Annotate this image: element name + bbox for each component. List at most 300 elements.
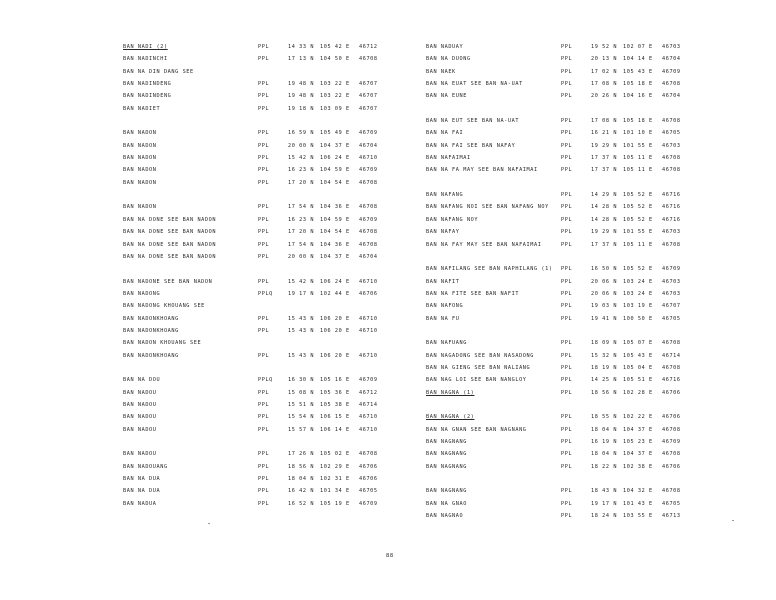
entry-name: BAN NA DONE SEE BAN NADON: [123, 229, 217, 236]
entry-type: PPL: [258, 229, 270, 236]
entry-latitude: 14 28 N: [591, 216, 618, 223]
entry-longitude: 104 54 E: [320, 179, 350, 186]
entry-sheet: 46704: [662, 56, 681, 63]
entry-type: PPL: [561, 290, 573, 297]
entry-longitude: 102 22 E: [623, 414, 653, 421]
entry-type: PPL: [561, 278, 573, 285]
entry-name: BAN NADON: [123, 179, 157, 186]
entry-latitude: 19 41 N: [591, 315, 618, 322]
entry-latitude: 20 00 N: [288, 142, 315, 149]
entry-name: BAN NAFUANG: [426, 340, 467, 347]
entry-sheet: 46708: [359, 229, 378, 236]
entry-name: BAN NADONE SEE BAN NADON: [123, 278, 213, 285]
entry-name: BAN NA FU: [426, 315, 460, 322]
entry-longitude: 105 43 E: [623, 352, 653, 359]
entry-type: PPL: [258, 315, 270, 322]
entry-latitude: 19 03 N: [591, 303, 618, 310]
entry-type: PPL: [561, 377, 573, 384]
entry-latitude: 17 20 N: [288, 179, 315, 186]
entry-name: BAN NADONKHOANG: [123, 315, 179, 322]
entry-name: BAN NAFAY: [426, 229, 460, 236]
entry-latitude: 15 57 N: [288, 426, 315, 433]
entry-sheet: 46708: [662, 364, 681, 371]
entry-latitude: 18 55 N: [591, 414, 618, 421]
entry-longitude: 105 18 E: [623, 118, 653, 125]
entry-name: BAN NAFANG NOI SEE BAN NAFANG NOY: [426, 204, 549, 211]
entry-longitude: 102 31 E: [320, 476, 350, 483]
entry-latitude: 19 48 N: [288, 93, 315, 100]
entry-sheet: 46703: [662, 229, 681, 236]
entry-name: BAN NA DOU: [123, 377, 161, 384]
entry-longitude: 102 38 E: [623, 463, 653, 470]
entry-sheet: 46708: [359, 451, 378, 458]
entry-longitude: 103 22 E: [320, 81, 350, 88]
entry-latitude: 17 54 N: [288, 241, 315, 248]
entry-name: BAN NA FAI: [426, 130, 464, 137]
entry-longitude: 104 14 E: [623, 56, 653, 63]
entry-sheet: 46706: [359, 476, 378, 483]
entry-sheet: 46712: [359, 389, 378, 396]
entry-longitude: 104 50 E: [320, 56, 350, 63]
entry-latitude: 20 06 N: [591, 278, 618, 285]
entry-type: PPL: [561, 315, 573, 322]
page-number: 88: [386, 553, 394, 559]
entry-latitude: 16 23 N: [288, 167, 315, 174]
entry-longitude: 105 04 E: [623, 364, 653, 371]
entry-name: BAN NADOU: [123, 389, 157, 396]
entry-sheet: 46705: [662, 130, 681, 137]
entry-type: PPL: [561, 513, 573, 520]
entry-type: PPL: [561, 389, 573, 396]
entry-latitude: 17 02 N: [591, 68, 618, 75]
entry-type: PPL: [561, 340, 573, 347]
entry-sheet: 46706: [359, 290, 378, 297]
entry-type: PPL: [258, 253, 270, 260]
entry-type: PPL: [258, 105, 270, 112]
entry-latitude: 17 37 N: [591, 167, 618, 174]
entry-name: BAN NADOUANG: [123, 463, 168, 470]
entry-type: PPL: [561, 241, 573, 248]
entry-name: BAN NA EUAT SEE BAN NA-UAT: [426, 81, 523, 88]
entry-sheet: 46708: [359, 179, 378, 186]
entry-longitude: 106 24 E: [320, 155, 350, 162]
entry-sheet: 46705: [662, 500, 681, 507]
entry-longitude: 103 24 E: [623, 278, 653, 285]
entry-longitude: 105 52 E: [623, 204, 653, 211]
entry-latitude: 16 42 N: [288, 488, 315, 495]
entry-latitude: 19 52 N: [591, 44, 618, 50]
entry-name: BAN NA FITE SEE BAN NAFIT: [426, 290, 520, 297]
entry-name: BAN NA FAY MAY SEE BAN NAFAIMAI: [426, 241, 542, 248]
entry-longitude: 103 09 E: [320, 105, 350, 112]
entry-sheet: 46708: [662, 155, 681, 162]
entry-type: PPL: [561, 303, 573, 310]
entry-name: BAN NA EUNE: [426, 93, 467, 100]
entry-type: PPL: [258, 56, 270, 63]
entry-longitude: 104 36 E: [320, 204, 350, 211]
entry-type: PPL: [561, 155, 573, 162]
entry-sheet: 46707: [359, 93, 378, 100]
entry-type: PPL: [258, 352, 270, 359]
entry-longitude: 103 19 E: [623, 303, 653, 310]
entry-longitude: 105 11 E: [623, 167, 653, 174]
entry-name: BAN NA DONE SEE BAN NADON: [123, 253, 217, 260]
entry-sheet: 46716: [662, 216, 681, 223]
entry-latitude: 19 29 N: [591, 229, 618, 236]
entry-longitude: 106 20 E: [320, 315, 350, 322]
entry-type: PPL: [561, 439, 573, 445]
entry-latitude: 18 22 N: [591, 463, 618, 470]
entry-name: BAN NA DONE SEE BAN NADON: [123, 241, 217, 248]
entry-type: PPLQ: [258, 377, 273, 384]
entry-type: PPL: [561, 81, 573, 88]
entry-sheet: 46708: [359, 204, 378, 211]
entry-latitude: 15 42 N: [288, 155, 315, 162]
entry-longitude: 101 34 E: [320, 488, 350, 495]
entry-sheet: 46708: [662, 167, 681, 174]
entry-type: PPL: [258, 93, 270, 100]
entry-sheet: 46703: [662, 142, 681, 149]
entry-longitude: 101 43 E: [623, 500, 653, 507]
entry-latitude: 15 42 N: [288, 278, 315, 285]
entry-sheet: 46707: [662, 303, 681, 310]
entry-sheet: 46708: [662, 340, 681, 347]
entry-latitude: 18 24 N: [591, 513, 618, 520]
entry-name: BAN NAFANG: [426, 192, 464, 199]
entry-sheet: 46709: [662, 266, 681, 273]
entry-longitude: 104 59 E: [320, 216, 350, 223]
entry-longitude: 104 32 E: [623, 488, 653, 495]
entry-name: BAN NADON: [123, 130, 157, 137]
entry-sheet: 46713: [662, 513, 681, 520]
entry-sheet: 46709: [662, 439, 681, 445]
entry-sheet: 46714: [359, 401, 378, 408]
entry-sheet: 46709: [359, 167, 378, 174]
entry-longitude: 104 36 E: [320, 241, 350, 248]
entry-name: BAN NAFILANG SEE BAN NAPHILANG (1): [426, 266, 553, 273]
entry-type: PPL: [258, 167, 270, 174]
entry-longitude: 104 37 E: [320, 142, 350, 149]
entry-name: BAN NAGNANG: [426, 451, 467, 458]
entry-latitude: 15 43 N: [288, 352, 315, 359]
entry-type: PPL: [561, 68, 573, 75]
entry-name: BAN NAEK: [426, 68, 456, 75]
entry-name: BAN NA DUA: [123, 476, 161, 483]
entry-longitude: 105 38 E: [320, 401, 350, 408]
entry-sheet: 46706: [359, 463, 378, 470]
entry-latitude: 16 21 N: [591, 130, 618, 137]
entry-latitude: 17 20 N: [288, 229, 315, 236]
entry-name: BAN NA EUT SEE BAN NA-UAT: [426, 118, 520, 125]
entry-sheet: 46703: [662, 278, 681, 285]
entry-longitude: 104 16 E: [623, 93, 653, 100]
entry-latitude: 19 18 N: [288, 105, 315, 112]
entry-type: PPL: [258, 414, 270, 421]
entry-sheet: 46716: [662, 377, 681, 384]
entry-latitude: 17 08 N: [591, 118, 618, 125]
entry-name: BAN NA GNAO: [426, 500, 467, 507]
entry-latitude: 17 08 N: [591, 81, 618, 88]
entry-latitude: 20 13 N: [591, 56, 618, 63]
entry-name: BAN NA DUONG: [426, 56, 471, 63]
entry-type: PPL: [561, 364, 573, 371]
entry-longitude: 106 20 E: [320, 327, 350, 334]
entry-name: BAN NADON: [123, 167, 157, 174]
entry-name: BAN NADINDENG: [123, 81, 172, 88]
entry-latitude: 19 48 N: [288, 81, 315, 88]
entry-longitude: 105 11 E: [623, 241, 653, 248]
entry-type: PPL: [258, 500, 270, 507]
entry-type: PPL: [258, 204, 270, 211]
entry-type: PPL: [258, 426, 270, 433]
entry-name: BAN NADONKHOANG: [123, 352, 179, 359]
entry-sheet: 46716: [662, 192, 681, 199]
entry-longitude: 105 51 E: [623, 377, 653, 384]
entry-name: BAN NADOU: [123, 426, 157, 433]
entry-type: PPL: [258, 241, 270, 248]
entry-latitude: 14 29 N: [591, 192, 618, 199]
entry-name: BAN NADONG KHOUANG SEE: [123, 303, 205, 310]
entry-type: PPL: [561, 451, 573, 458]
entry-name: BAN NAGNAO: [426, 513, 464, 520]
entry-sheet: 46708: [662, 241, 681, 248]
entry-sheet: 46708: [359, 241, 378, 248]
entry-longitude: 102 07 E: [623, 44, 653, 50]
entry-latitude: 20 00 N: [288, 253, 315, 260]
entry-longitude: 102 44 E: [320, 290, 350, 297]
entry-sheet: 46709: [359, 130, 378, 137]
entry-latitude: 17 37 N: [591, 241, 618, 248]
entry-sheet: 46710: [359, 414, 378, 421]
entry-longitude: 105 07 E: [623, 340, 653, 347]
entry-name: BAN NA DONE SEE BAN NADON: [123, 216, 217, 223]
entry-sheet: 46704: [359, 142, 378, 149]
entry-longitude: 105 52 E: [623, 216, 653, 223]
entry-longitude: 105 19 E: [320, 500, 350, 507]
entry-type: PPL: [258, 476, 270, 483]
entry-type: PPL: [561, 56, 573, 63]
entry-name: BAN NAGNANG: [426, 463, 467, 470]
entry-name: BAN NAFANG NOY: [426, 216, 479, 223]
entry-name: BAN NADONKHOANG: [123, 327, 179, 334]
entry-latitude: 19 17 N: [591, 500, 618, 507]
entry-latitude: 15 43 N: [288, 327, 315, 334]
entry-latitude: 17 54 N: [288, 204, 315, 211]
entry-sheet: 46708: [662, 426, 681, 433]
entry-latitude: 16 19 N: [591, 439, 618, 445]
entry-longitude: 106 20 E: [320, 352, 350, 359]
entry-name: BAN NA FAI SEE BAN NAFAY: [426, 142, 516, 149]
entry-name: BAN NADON KHOUANG SEE: [123, 340, 202, 347]
entry-type: PPL: [561, 414, 573, 421]
entry-name: BAN NADUAY: [426, 44, 464, 50]
entry-sheet: 46707: [359, 105, 378, 112]
entry-name: BAN NADON: [123, 155, 157, 162]
entry-name: BAN NADON: [123, 204, 157, 211]
entry-name: BAN NADINDENG: [123, 93, 172, 100]
entry-latitude: 15 54 N: [288, 414, 315, 421]
entry-sheet: 46709: [359, 377, 378, 384]
entry-sheet: 46703: [662, 44, 681, 50]
entry-type: PPL: [561, 167, 573, 174]
entry-latitude: 16 23 N: [288, 216, 315, 223]
entry-sheet: 46703: [662, 290, 681, 297]
entry-sheet: 46706: [662, 463, 681, 470]
entry-name: BAN NADOU: [123, 414, 157, 421]
entry-longitude: 104 37 E: [320, 253, 350, 260]
entry-latitude: 17 26 N: [288, 451, 315, 458]
scan-speck: [732, 520, 734, 521]
entry-latitude: 17 37 N: [591, 155, 618, 162]
entry-name: BAN NAFAIMAI: [426, 155, 471, 162]
entry-name: BAN NAGNANG: [426, 488, 467, 495]
entry-latitude: 15 08 N: [288, 389, 315, 396]
entry-sheet: 46706: [662, 414, 681, 421]
entry-longitude: 106 24 E: [320, 278, 350, 285]
entry-name: BAN NADUA: [123, 500, 157, 507]
entry-sheet: 46710: [359, 278, 378, 285]
entry-longitude: 105 42 E: [320, 44, 350, 50]
entry-type: PPL: [258, 327, 270, 334]
entry-sheet: 46710: [359, 327, 378, 334]
entry-sheet: 46709: [359, 216, 378, 223]
entry-longitude: 105 02 E: [320, 451, 350, 458]
entry-name: BAN NADINCHI: [123, 56, 168, 63]
entry-name: BAN NADOU: [123, 451, 157, 458]
entry-type: PPL: [258, 488, 270, 495]
entry-latitude: 16 52 N: [288, 500, 315, 507]
entry-type: PPL: [561, 118, 573, 125]
entry-longitude: 102 29 E: [320, 463, 350, 470]
entry-name: BAN NAGADONG SEE BAN NASADONG: [426, 352, 534, 359]
entry-type: PPL: [258, 451, 270, 458]
entry-type: PPL: [561, 426, 573, 433]
entry-name: BAN NADONG: [123, 290, 161, 297]
entry-type: PPL: [561, 352, 573, 359]
entry-latitude: 16 30 N: [288, 377, 315, 384]
entry-name: BAN NAGNA (1): [426, 389, 475, 396]
entry-longitude: 104 59 E: [320, 167, 350, 174]
entry-name: BAN NA DUA: [123, 488, 161, 495]
entry-longitude: 100 50 E: [623, 315, 653, 322]
entry-sheet: 46709: [359, 500, 378, 507]
entry-latitude: 18 04 N: [591, 426, 618, 433]
entry-sheet: 46712: [359, 44, 378, 50]
entry-longitude: 105 52 E: [623, 266, 653, 273]
entry-type: PPL: [561, 488, 573, 495]
entry-type: PPL: [561, 142, 573, 149]
entry-sheet: 46710: [359, 426, 378, 433]
entry-name: BAN NA GNAN SEE BAN NAGNANG: [426, 426, 527, 433]
entry-name: BAN NA DIN DANG SEE: [123, 68, 194, 75]
entry-longitude: 104 37 E: [623, 451, 653, 458]
entry-sheet: 46708: [662, 118, 681, 125]
scan-speck: [208, 523, 210, 524]
entry-sheet: 46709: [662, 68, 681, 75]
entry-sheet: 46705: [662, 315, 681, 322]
entry-longitude: 101 55 E: [623, 142, 653, 149]
entry-latitude: 18 04 N: [288, 476, 315, 483]
entry-type: PPL: [258, 142, 270, 149]
entry-longitude: 105 23 E: [623, 439, 653, 445]
entry-latitude: 14 33 N: [288, 44, 315, 50]
entry-latitude: 15 43 N: [288, 315, 315, 322]
entry-latitude: 20 26 N: [591, 93, 618, 100]
entry-sheet: 46710: [359, 155, 378, 162]
entry-type: PPL: [561, 204, 573, 211]
entry-type: PPL: [561, 93, 573, 100]
entry-sheet: 46705: [359, 488, 378, 495]
entry-latitude: 19 29 N: [591, 142, 618, 149]
entry-latitude: 14 28 N: [591, 204, 618, 211]
entry-name: BAN NADON: [123, 142, 157, 149]
entry-latitude: 16 50 N: [591, 266, 618, 273]
entry-name: BAN NA GIENG SEE BAN NALIANG: [426, 364, 531, 371]
entry-longitude: 105 18 E: [623, 81, 653, 88]
entry-sheet: 46708: [662, 81, 681, 88]
entry-latitude: 18 04 N: [591, 451, 618, 458]
entry-latitude: 20 06 N: [591, 290, 618, 297]
entry-type: PPL: [561, 463, 573, 470]
entry-type: PPL: [258, 179, 270, 186]
entry-type: PPL: [561, 130, 573, 137]
entry-type: PPL: [258, 155, 270, 162]
entry-longitude: 106 14 E: [320, 426, 350, 433]
entry-longitude: 105 43 E: [623, 68, 653, 75]
entry-type: PPL: [561, 44, 573, 50]
entry-longitude: 103 22 E: [320, 93, 350, 100]
entry-latitude: 14 25 N: [591, 377, 618, 384]
entry-latitude: 16 59 N: [288, 130, 315, 137]
entry-type: PPL: [258, 401, 270, 408]
entry-sheet: 46704: [662, 93, 681, 100]
entry-type: PPL: [561, 229, 573, 236]
entry-type: PPL: [258, 278, 270, 285]
entry-sheet: 46716: [662, 204, 681, 211]
entry-name: BAN NAGNA (2): [426, 414, 475, 421]
entry-latitude: 18 09 N: [591, 340, 618, 347]
entry-latitude: 18 56 N: [288, 463, 315, 470]
entry-name: BAN NAFIT: [426, 278, 460, 285]
entry-type: PPL: [561, 266, 573, 273]
entry-longitude: 104 54 E: [320, 229, 350, 236]
entry-sheet: 46708: [662, 488, 681, 495]
entry-latitude: 15 51 N: [288, 401, 315, 408]
entry-latitude: 15 32 N: [591, 352, 618, 359]
entry-name: BAN NA FA MAY SEE BAN NAFAIMAI: [426, 167, 538, 174]
entry-type: PPL: [258, 463, 270, 470]
entry-name: BAN NAG LOI SEE BAN NANGLOY: [426, 377, 527, 384]
entry-sheet: 46707: [359, 81, 378, 88]
entry-type: PPLQ: [258, 290, 273, 297]
entry-sheet: 46710: [359, 352, 378, 359]
entry-longitude: 105 49 E: [320, 130, 350, 137]
entry-name: BAN NAFONG: [426, 303, 464, 310]
entry-type: PPL: [561, 216, 573, 223]
entry-latitude: 18 19 N: [591, 364, 618, 371]
entry-type: PPL: [258, 130, 270, 137]
entry-longitude: 105 11 E: [623, 155, 653, 162]
entry-sheet: 46708: [662, 451, 681, 458]
entry-name: BAN NAGNANG: [426, 439, 467, 445]
entry-longitude: 101 10 E: [623, 130, 653, 137]
entry-name: BAN NADI (2): [123, 44, 168, 50]
entry-longitude: 104 37 E: [623, 426, 653, 433]
entry-longitude: 105 52 E: [623, 192, 653, 199]
entry-type: PPL: [258, 44, 270, 50]
entry-type: PPL: [258, 81, 270, 88]
entry-sheet: 46714: [662, 352, 681, 359]
